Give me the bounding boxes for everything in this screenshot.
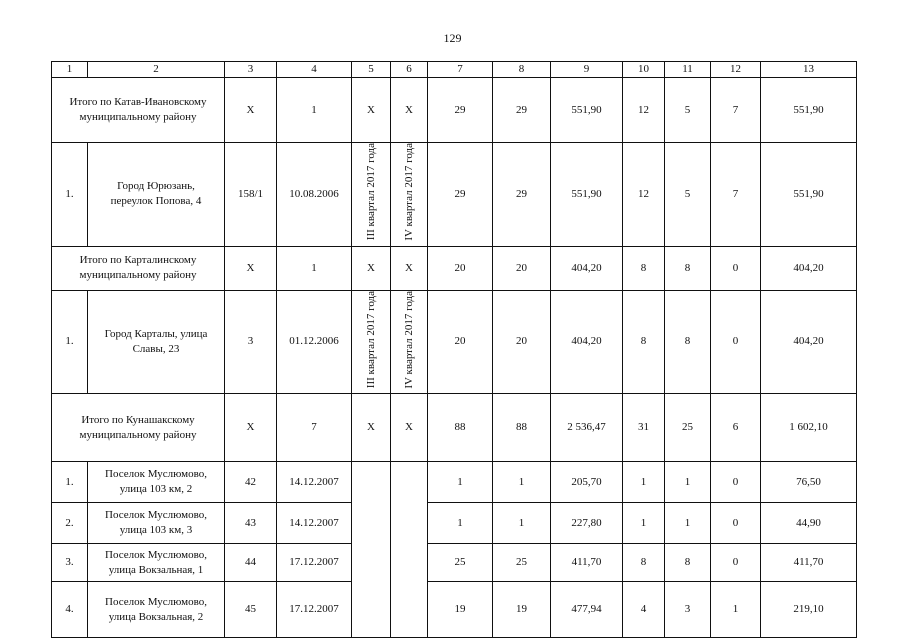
cell: 8	[665, 290, 711, 394]
cell: 8	[665, 544, 711, 582]
column-header: 4	[277, 62, 352, 78]
cell: 17.12.2007	[277, 544, 352, 582]
merged-empty-cell	[391, 462, 428, 638]
cell: 404,20	[551, 246, 623, 290]
cell: 29	[428, 78, 493, 143]
address-cell: Поселок Муслюмово, улица Вокзальная, 1	[88, 544, 225, 582]
cell: 411,70	[761, 544, 857, 582]
cell: Х	[352, 246, 391, 290]
housing-table	[51, 61, 857, 638]
column-header: 7	[428, 62, 493, 78]
column-header: 12	[711, 62, 761, 78]
row-number: 1.	[52, 143, 88, 247]
cell: 551,90	[761, 78, 857, 143]
cell: 158/1	[225, 143, 277, 247]
cell: 0	[711, 503, 761, 544]
cell: 12	[623, 78, 665, 143]
address-cell: Поселок Муслюмово, улица 103 км, 3	[88, 503, 225, 544]
cell: 4	[623, 582, 665, 638]
cell: 1	[277, 78, 352, 143]
row-number: 1.	[52, 462, 88, 503]
cell: 12	[623, 143, 665, 247]
cell: 404,20	[761, 290, 857, 394]
cell: 404,20	[551, 290, 623, 394]
cell: 7	[711, 143, 761, 247]
cell: Х	[225, 78, 277, 143]
cell: 2 536,47	[551, 394, 623, 462]
cell: Х	[225, 394, 277, 462]
cell: 5	[665, 143, 711, 247]
cell: 19	[428, 582, 493, 638]
cell: 0	[711, 462, 761, 503]
cell: 411,70	[551, 544, 623, 582]
cell: 8	[623, 544, 665, 582]
row-number: 2.	[52, 503, 88, 544]
cell: 1	[623, 462, 665, 503]
cell: 1	[428, 503, 493, 544]
cell: 3	[225, 290, 277, 394]
cell: 20	[428, 290, 493, 394]
period-cell: IV квартал 2017 года	[391, 143, 428, 247]
column-header: 9	[551, 62, 623, 78]
address-cell: Поселок Муслюмово, улица 103 км, 2	[88, 462, 225, 503]
district-total-label: Итого по Катав-Ивановскому муниципальному району	[52, 78, 225, 143]
cell: 14.12.2007	[277, 503, 352, 544]
cell: 6	[711, 394, 761, 462]
period-cell: III квартал 2017 года	[352, 290, 391, 394]
cell: 551,90	[551, 78, 623, 143]
cell: 3	[665, 582, 711, 638]
cell: 1	[277, 246, 352, 290]
cell: 5	[665, 78, 711, 143]
cell: 10.08.2006	[277, 143, 352, 247]
row-number: 4.	[52, 582, 88, 638]
cell: Х	[391, 394, 428, 462]
cell: 29	[428, 143, 493, 247]
table-row	[52, 503, 857, 544]
cell: 551,90	[761, 143, 857, 247]
cell: 29	[493, 143, 551, 247]
column-header: 8	[493, 62, 551, 78]
cell: 1	[711, 582, 761, 638]
merged-empty-cell	[352, 462, 391, 638]
table-row	[52, 462, 857, 503]
cell: Х	[391, 78, 428, 143]
cell: Х	[391, 246, 428, 290]
cell: 7	[711, 78, 761, 143]
cell: 20	[493, 290, 551, 394]
table-row	[52, 290, 857, 394]
cell: Х	[352, 394, 391, 462]
cell: 20	[493, 246, 551, 290]
column-header: 10	[623, 62, 665, 78]
cell: 1	[665, 503, 711, 544]
district-total-row	[52, 78, 857, 143]
column-header: 11	[665, 62, 711, 78]
cell: 44,90	[761, 503, 857, 544]
cell: 0	[711, 544, 761, 582]
cell: 8	[623, 246, 665, 290]
cell: 17.12.2007	[277, 582, 352, 638]
cell: 20	[428, 246, 493, 290]
cell: 219,10	[761, 582, 857, 638]
column-header: 1	[52, 62, 88, 78]
column-header: 13	[761, 62, 857, 78]
cell: 1	[493, 503, 551, 544]
cell: 551,90	[551, 143, 623, 247]
cell: 7	[277, 394, 352, 462]
cell: 43	[225, 503, 277, 544]
page-number: 129	[443, 31, 462, 45]
district-total-label: Итого по Кунашакскому муниципальному району	[52, 394, 225, 462]
cell: 88	[428, 394, 493, 462]
cell: 1	[665, 462, 711, 503]
cell: 227,80	[551, 503, 623, 544]
cell: Х	[352, 78, 391, 143]
address-cell: Город Карталы, улица Славы, 23	[88, 290, 225, 394]
cell: 31	[623, 394, 665, 462]
cell: 1	[493, 462, 551, 503]
address-cell: Город Юрюзань, переулок Попова, 4	[88, 143, 225, 247]
cell: 44	[225, 544, 277, 582]
cell: 8	[665, 246, 711, 290]
column-header: 3	[225, 62, 277, 78]
cell: 25	[428, 544, 493, 582]
cell: 19	[493, 582, 551, 638]
column-header: 5	[352, 62, 391, 78]
cell: 88	[493, 394, 551, 462]
cell: 42	[225, 462, 277, 503]
cell: Х	[225, 246, 277, 290]
cell: 1 602,10	[761, 394, 857, 462]
cell: 01.12.2006	[277, 290, 352, 394]
cell: 45	[225, 582, 277, 638]
cell: 0	[711, 246, 761, 290]
cell: 1	[428, 462, 493, 503]
column-number-row	[52, 62, 857, 78]
column-header: 2	[88, 62, 225, 78]
period-cell: IV квартал 2017 года	[391, 290, 428, 394]
district-total-row	[52, 246, 857, 290]
table-row	[52, 143, 857, 247]
row-number: 1.	[52, 290, 88, 394]
cell: 8	[623, 290, 665, 394]
district-total-label: Итого по Карталинскому муниципальному району	[52, 246, 225, 290]
cell: 25	[665, 394, 711, 462]
column-header: 6	[391, 62, 428, 78]
cell: 29	[493, 78, 551, 143]
table-row	[52, 544, 857, 582]
cell: 25	[493, 544, 551, 582]
cell: 14.12.2007	[277, 462, 352, 503]
cell: 0	[711, 290, 761, 394]
cell: 404,20	[761, 246, 857, 290]
cell: 76,50	[761, 462, 857, 503]
district-total-row	[52, 394, 857, 462]
cell: 1	[623, 503, 665, 544]
row-number: 3.	[52, 544, 88, 582]
address-cell: Поселок Муслюмово, улица Вокзальная, 2	[88, 582, 225, 638]
cell: 205,70	[551, 462, 623, 503]
table-row	[52, 582, 857, 638]
cell: 477,94	[551, 582, 623, 638]
period-cell: III квартал 2017 года	[352, 143, 391, 247]
